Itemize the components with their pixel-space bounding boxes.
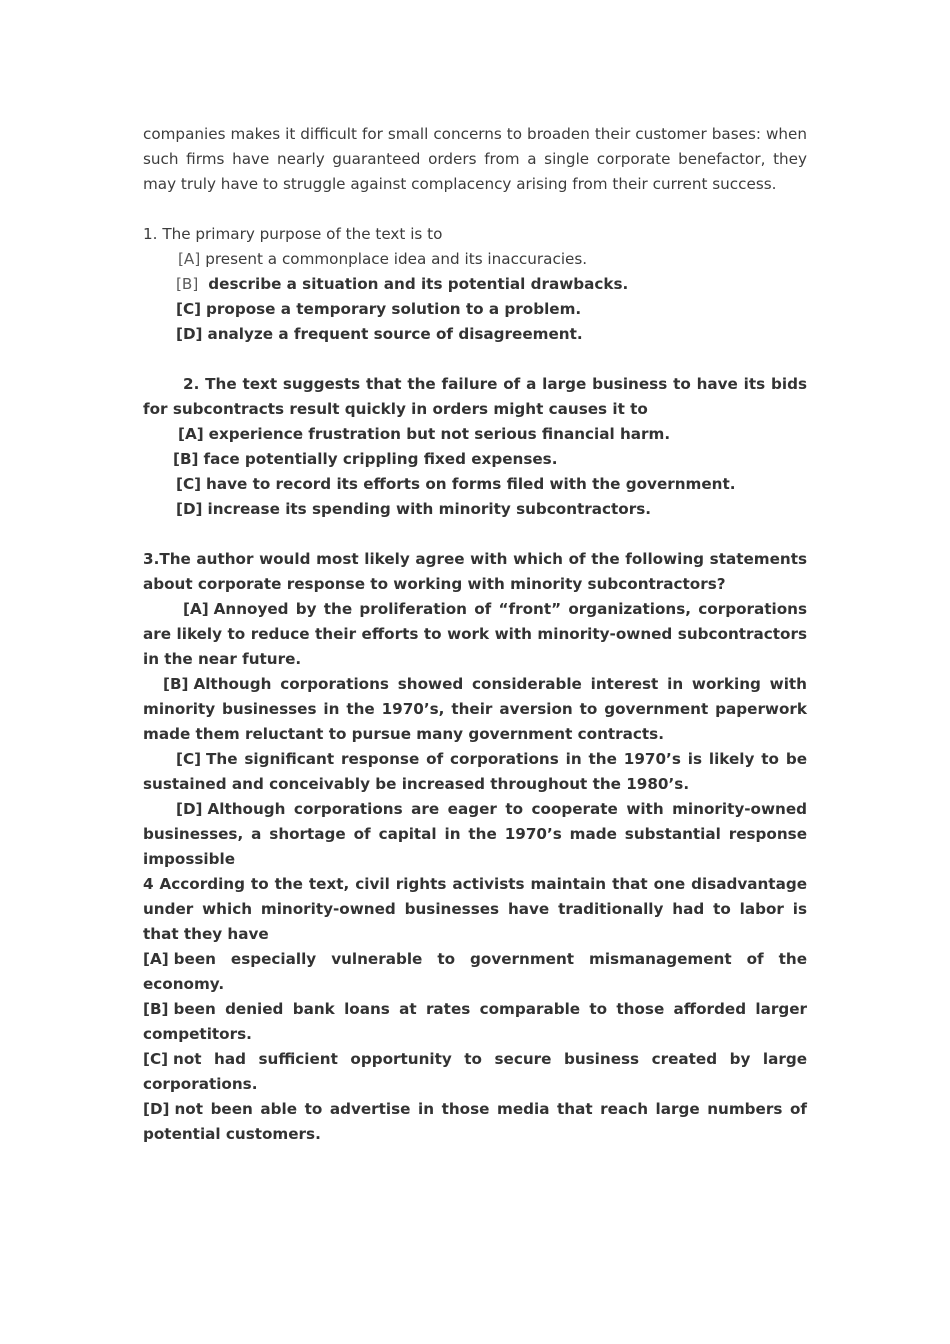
option-text: not had sufficient opportunity to secure business created by large corporations. bbox=[143, 1050, 807, 1093]
question-3-option-c[interactable] bbox=[143, 747, 807, 797]
document-body bbox=[143, 122, 807, 1147]
question-3-option-b[interactable] bbox=[143, 672, 807, 747]
option-text: experience frustration but not serious financial harm. bbox=[208, 425, 671, 443]
option-text: Although corporations are eager to cooperate with minority-owned businesses, a shortage of capital in the 1970’s made substantial response impossible bbox=[143, 800, 807, 868]
question-2-option-d[interactable] bbox=[143, 497, 807, 522]
option-marker: [C] bbox=[143, 1050, 169, 1068]
question-1-option-d[interactable] bbox=[143, 322, 807, 347]
question-2-stem: 2. The text suggests that the failure of a large business to have its bids for subcontracts result quickly in orders might causes it to bbox=[143, 375, 807, 418]
passage-paragraph: companies makes it difficult for small concerns to broaden their customer bases: when such firms have nearly guaranteed orders from a single corporate benefactor, they may truly have to struggle against complacency arising from their current success. bbox=[143, 125, 807, 193]
question-2-option-b[interactable] bbox=[143, 447, 807, 472]
option-text: not been able to advertise in those media that reach large numbers of potential customers. bbox=[143, 1100, 807, 1143]
option-marker: [A] bbox=[178, 250, 201, 268]
option-text: been especially vulnerable to government mismanagement of the economy. bbox=[143, 950, 807, 993]
option-marker: [B] bbox=[173, 450, 199, 468]
option-text: have to record its efforts on forms filed with the government. bbox=[206, 475, 736, 493]
option-text: been denied bank loans at rates comparable to those afforded larger competitors. bbox=[143, 1000, 807, 1043]
option-marker: [B] bbox=[176, 275, 199, 293]
question-4-option-b[interactable] bbox=[143, 997, 807, 1047]
option-marker: [D] bbox=[176, 800, 203, 818]
option-marker: [D] bbox=[176, 500, 203, 518]
option-marker: [C] bbox=[176, 300, 202, 318]
question-1-option-a[interactable] bbox=[143, 247, 807, 272]
question-1-option-c[interactable] bbox=[143, 297, 807, 322]
question-3-option-a[interactable] bbox=[143, 597, 807, 672]
spacer bbox=[143, 522, 807, 547]
question-2-option-c[interactable] bbox=[143, 472, 807, 497]
option-text: The significant response of corporations in the 1970’s is likely to be sustained and conceivably be increased throughout the 1980’s. bbox=[143, 750, 807, 793]
option-text: increase its spending with minority subcontractors. bbox=[207, 500, 652, 518]
option-marker: [A] bbox=[183, 600, 209, 618]
spacer bbox=[143, 197, 807, 222]
option-text: Although corporations showed considerable interest in working with minority businesses in the 1970’s, their aversion to government paperwork made them reluctant to pursue many government contracts. bbox=[143, 675, 807, 743]
question-3-option-d[interactable] bbox=[143, 797, 807, 872]
option-text: Annoyed by the proliferation of “front” organizations, corporations are likely to reduce their efforts to work with minority-owned subcontractors in the near future. bbox=[143, 600, 807, 668]
question-4-stem: 4 According to the text, civil rights activists maintain that one disadvantage under which minority-owned businesses have traditionally had to labor is that they have bbox=[143, 875, 807, 943]
option-text: present a commonplace idea and its inaccuracies. bbox=[205, 250, 588, 268]
question-1-stem: 1. The primary purpose of the text is to bbox=[143, 225, 443, 243]
question-1-option-b[interactable] bbox=[143, 272, 807, 297]
option-marker: [C] bbox=[176, 475, 202, 493]
spacer bbox=[143, 347, 807, 372]
option-text: analyze a frequent source of disagreement. bbox=[207, 325, 583, 343]
option-text: describe a situation and its potential drawbacks. bbox=[208, 275, 629, 293]
question-4-option-d[interactable] bbox=[143, 1097, 807, 1147]
question-4-option-c[interactable] bbox=[143, 1047, 807, 1097]
option-marker: [B] bbox=[163, 675, 189, 693]
option-marker: [A] bbox=[143, 950, 169, 968]
option-marker: [C] bbox=[176, 750, 202, 768]
question-3-stem: 3.The author would most likely agree with which of the following statements about corporate response to working with minority subcontractors? bbox=[143, 550, 807, 593]
option-text: propose a temporary solution to a problem. bbox=[206, 300, 582, 318]
option-marker: [D] bbox=[176, 325, 203, 343]
question-2-option-a[interactable] bbox=[143, 422, 807, 447]
option-marker: [A] bbox=[178, 425, 204, 443]
option-marker: [D] bbox=[143, 1100, 170, 1118]
option-text: face potentially crippling fixed expenses. bbox=[203, 450, 558, 468]
option-marker: [B] bbox=[143, 1000, 169, 1018]
question-4-option-a[interactable] bbox=[143, 947, 807, 997]
